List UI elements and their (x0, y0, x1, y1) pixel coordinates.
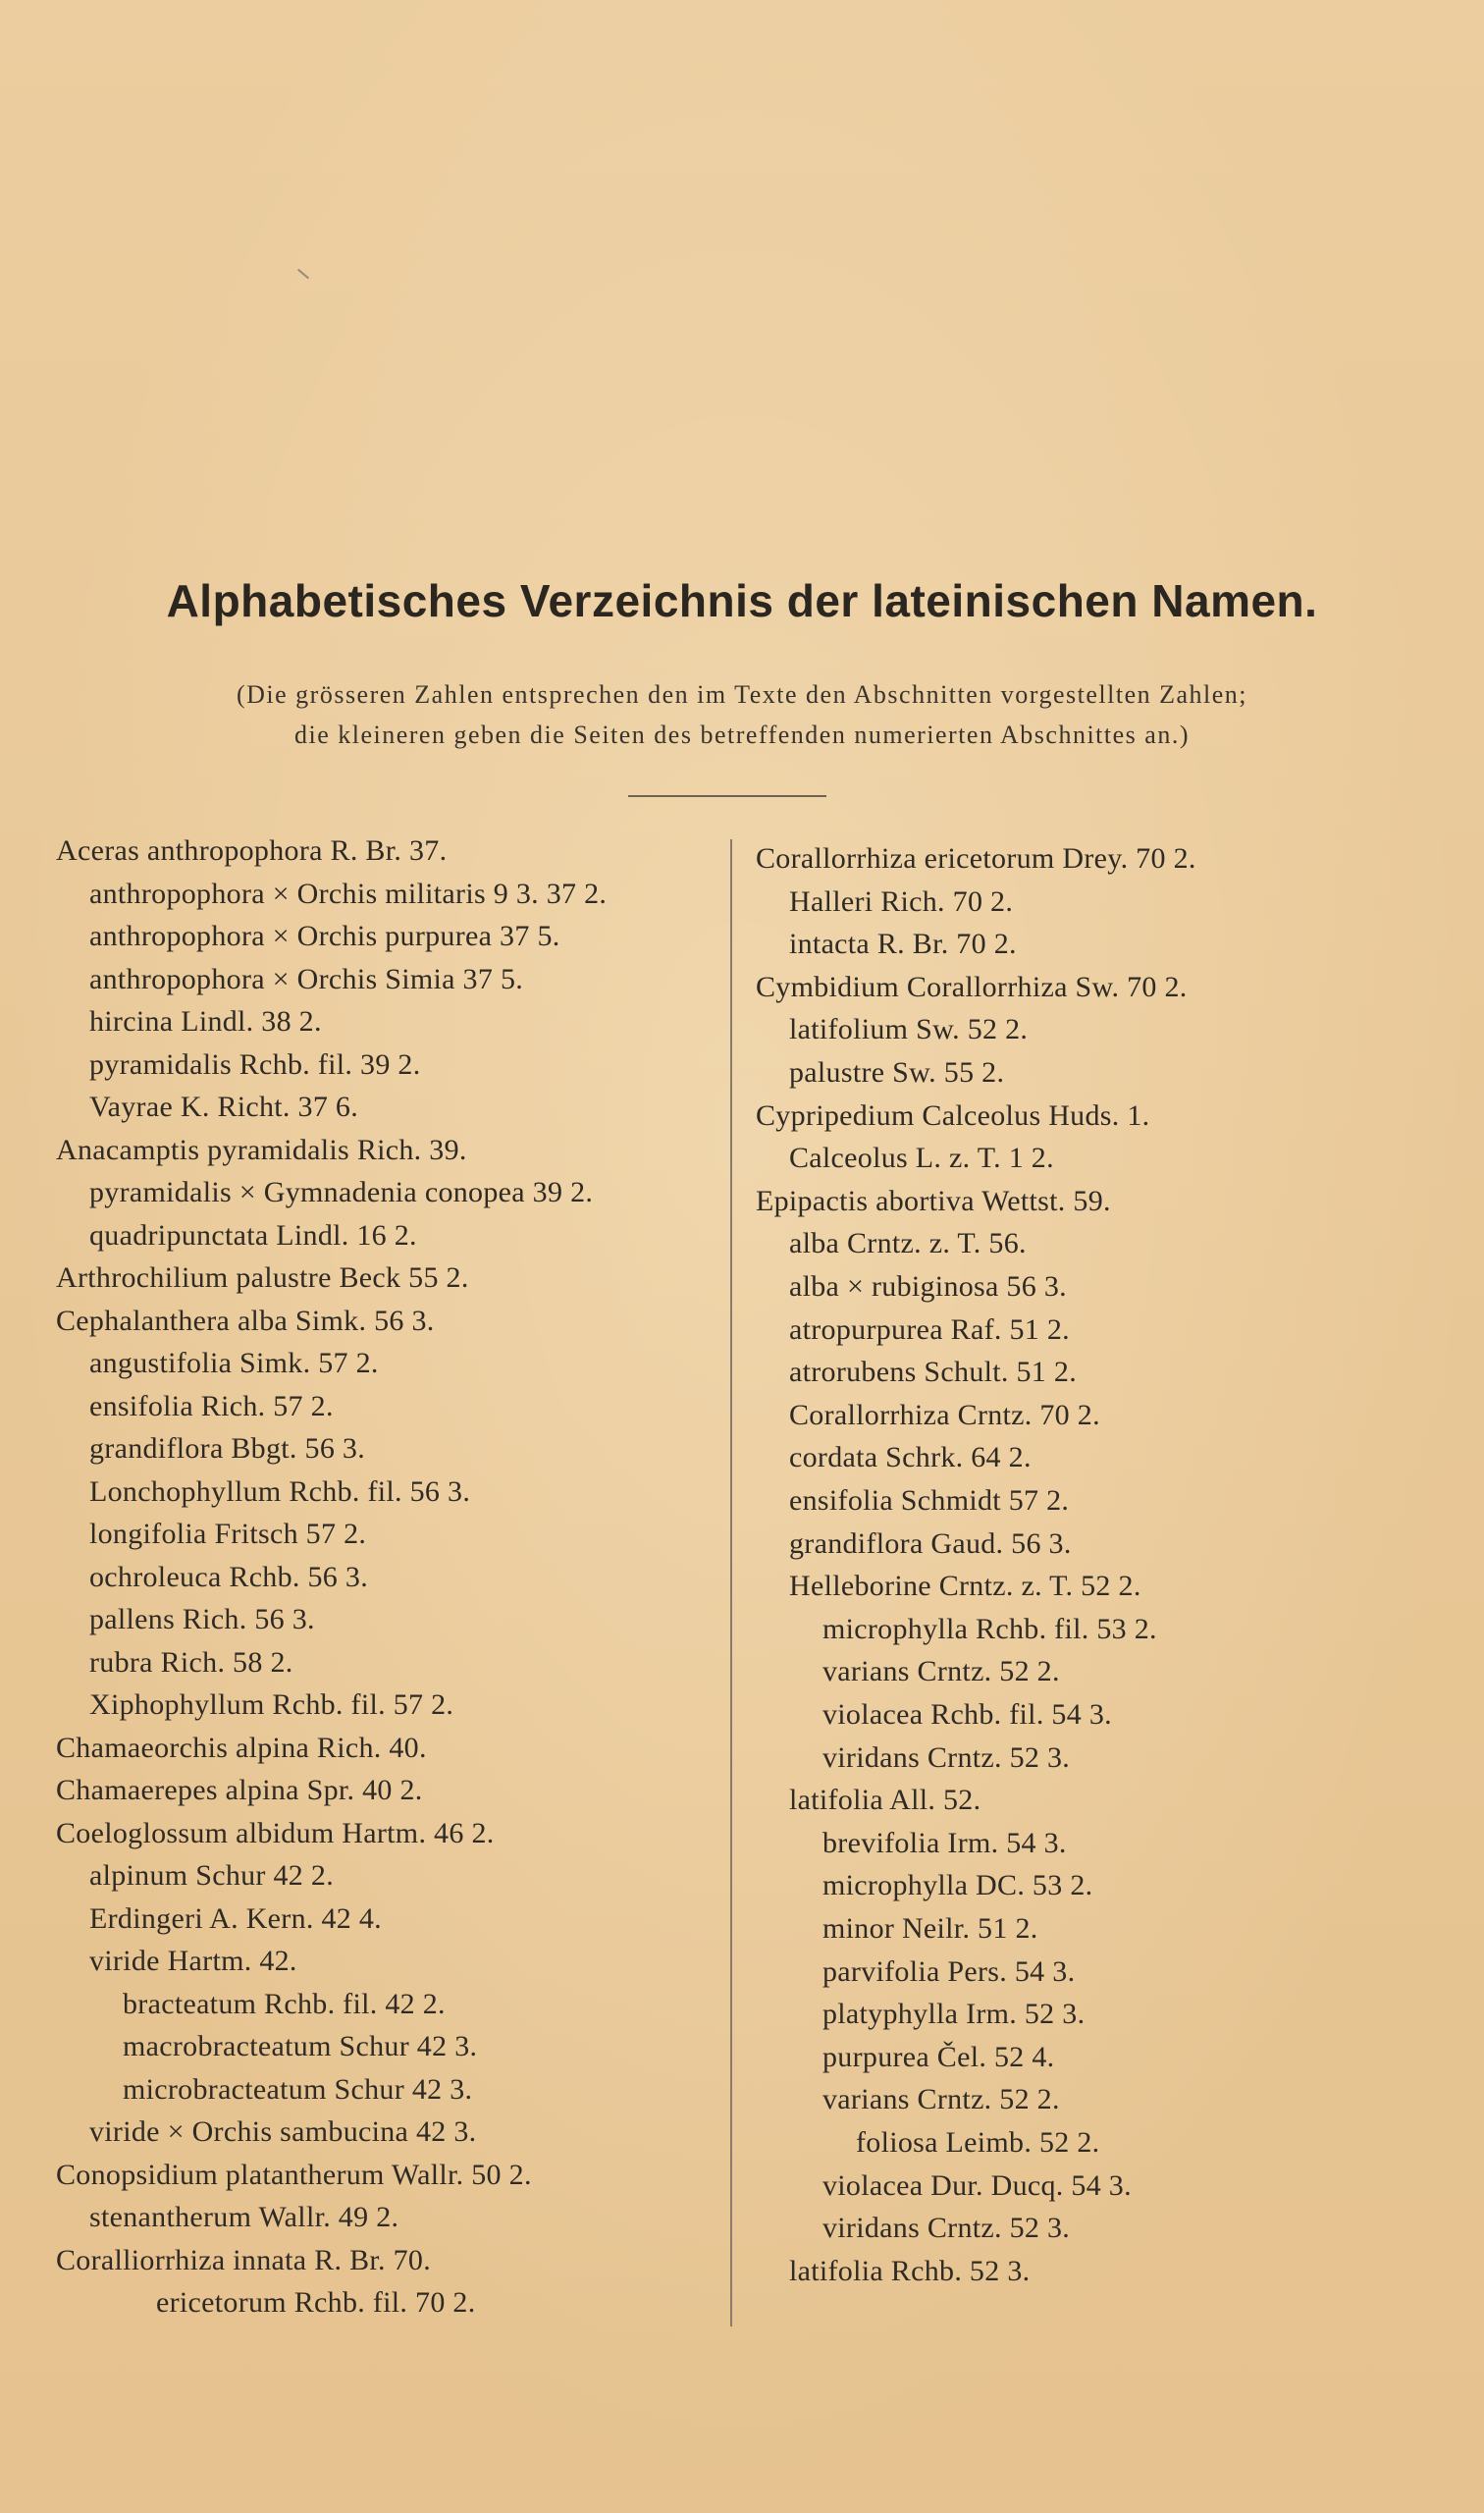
index-entry: atropurpurea Raf. 51 2. (789, 1312, 1070, 1346)
index-entry: grandiflora Bbgt. 56 3. (89, 1432, 366, 1465)
index-entry: alba × rubiginosa 56 3. (789, 1270, 1067, 1303)
index-entry: Vayrae K. Richt. 37 6. (89, 1091, 359, 1123)
index-entry: parvifolia Pers. 54 3. (822, 1954, 1076, 1988)
index-entry: Corallorrhiza ericetorum Drey. 70 2. (756, 842, 1196, 875)
index-entry: minor Neilr. 51 2. (822, 1912, 1038, 1945)
index-entry: latifolia Rchb. 52 3. (789, 2254, 1031, 2287)
index-entry: microphylla Rchb. fil. 53 2. (822, 1612, 1157, 1645)
index-entry: Coeloglossum albidum Hartm. 46 2. (56, 1816, 495, 1849)
index-entry: purpurea Čel. 52 4. (822, 2040, 1055, 2073)
index-entry: violacea Dur. Ducq. 54 3. (822, 2168, 1132, 2202)
index-entry: Xiphophyllum Rchb. fil. 57 2. (89, 1688, 454, 1721)
index-entry: Cypripedium Calceolus Huds. 1. (756, 1098, 1150, 1132)
index-entry: ericetorum Rchb. fil. 70 2. (156, 2286, 476, 2319)
index-entry: angustifolia Simk. 57 2. (89, 1347, 379, 1379)
index-entry: bracteatum Rchb. fil. 42 2. (123, 1987, 446, 2020)
index-entry: ensifolia Rich. 57 2. (89, 1389, 334, 1422)
index-entry: microphylla DC. 53 2. (822, 1869, 1093, 1902)
index-entry: ochroleuca Rchb. 56 3. (89, 1560, 369, 1593)
index-entry: varians Crntz. 52 2. (822, 1655, 1060, 1688)
index-entry: pallens Rich. 56 3. (89, 1603, 315, 1635)
index-entry: alpinum Schur 42 2. (89, 1859, 335, 1892)
index-entry: macrobracteatum Schur 42 3. (123, 2030, 478, 2062)
index-entry: platyphylla Irm. 52 3. (822, 1998, 1086, 2031)
index-entry: microbracteatum Schur 42 3. (123, 2072, 473, 2106)
index-entry: quadripunctata Lindl. 16 2. (89, 1218, 417, 1252)
index-entry: longifolia Fritsch 57 2. (89, 1518, 367, 1550)
index-entry: ensifolia Schmidt 57 2. (789, 1484, 1070, 1517)
page-title: Alphabetisches Verzeichnis der lateinischen Namen. (166, 575, 1318, 626)
column-divider (730, 839, 732, 2326)
index-entry: stenantherum Wallr. 49 2. (89, 2201, 399, 2233)
index-entry: anthropophora × Orchis militaris 9 3. 37 2. (89, 877, 608, 910)
index-entry: Arthrochilium palustre Beck 55 2. (56, 1261, 469, 1294)
index-entry: Chamaeorchis alpina Rich. 40. (56, 1731, 427, 1764)
index-entry: Halleri Rich. 70 2. (789, 884, 1014, 918)
index-entry: viridans Crntz. 52 3. (822, 2212, 1071, 2245)
index-entry: Conopsidium platantherum Wallr. 50 2. (56, 2158, 532, 2191)
index-entry: Anacamptis pyramidalis Rich. 39. (56, 1133, 467, 1166)
index-entry: violacea Rchb. fil. 54 3. (822, 1698, 1112, 1731)
index-entry: Cephalanthera alba Simk. 56 3. (56, 1304, 435, 1337)
index-entry: Corallorrhiza Crntz. 70 2. (789, 1398, 1100, 1431)
index-entry: grandiflora Gaud. 56 3. (789, 1526, 1072, 1560)
index-entry: palustre Sw. 55 2. (789, 1056, 1005, 1089)
index-entry: Cymbidium Corallorrhiza Sw. 70 2. (756, 970, 1188, 1003)
index-entry: Coralliorrhiza innata R. Br. 70. (56, 2243, 432, 2276)
index-entry: cordata Schrk. 64 2. (789, 1441, 1032, 1474)
subtitle-line-2: die kleineren geben die Seiten des betreffenden numerierten Abschnittes an.) (293, 721, 1190, 749)
index-entry: viride Hartm. 42. (89, 1945, 297, 1977)
index-entry: alba Crntz. z. T. 56. (789, 1227, 1027, 1260)
index-entry: rubra Rich. 58 2. (89, 1645, 293, 1679)
index-entry: foliosa Leimb. 52 2. (856, 2126, 1100, 2159)
index-entry: brevifolia Irm. 54 3. (822, 1826, 1067, 1859)
index-entry: latifolia All. 52. (789, 1784, 981, 1817)
index-entry: varians Crntz. 52 2. (822, 2083, 1060, 2116)
index-entry: pyramidalis Rchb. fil. 39 2. (89, 1047, 421, 1081)
index-entry: Aceras anthropophora R. Br. 37. (56, 834, 448, 867)
index-entry: atrorubens Schult. 51 2. (789, 1356, 1077, 1389)
subtitle-line-1: (Die grösseren Zahlen entsprechen den im Texte den Abschnitten vorgestellten Zahlen; (236, 680, 1248, 709)
index-entry: Epipactis abortiva Wettst. 59. (756, 1184, 1111, 1217)
index-entry: Erdingeri A. Kern. 42 4. (89, 1901, 382, 1935)
title-rule (628, 795, 826, 797)
index-entry: latifolium Sw. 52 2. (789, 1013, 1029, 1046)
index-entry: Chamaerepes alpina Spr. 40 2. (56, 1774, 423, 1806)
index-entry: Calceolus L. z. T. 1 2. (789, 1142, 1054, 1175)
index-entry: anthropophora × Orchis Simia 37 5. (89, 962, 524, 995)
index-entry: anthropophora × Orchis purpurea 37 5. (89, 920, 560, 952)
index-entry: pyramidalis × Gymnadenia conopea 39 2. (89, 1176, 594, 1208)
index-entry: Lonchophyllum Rchb. fil. 56 3. (89, 1474, 471, 1508)
index-entry: viride × Orchis sambucina 42 3. (89, 2115, 477, 2148)
index-entry: Helleborine Crntz. z. T. 52 2. (789, 1570, 1141, 1603)
stray-mark (297, 269, 309, 280)
index-entry: hircina Lindl. 38 2. (89, 1005, 322, 1038)
index-entry: intacta R. Br. 70 2. (789, 928, 1017, 961)
index-entry: viridans Crntz. 52 3. (822, 1740, 1071, 1774)
